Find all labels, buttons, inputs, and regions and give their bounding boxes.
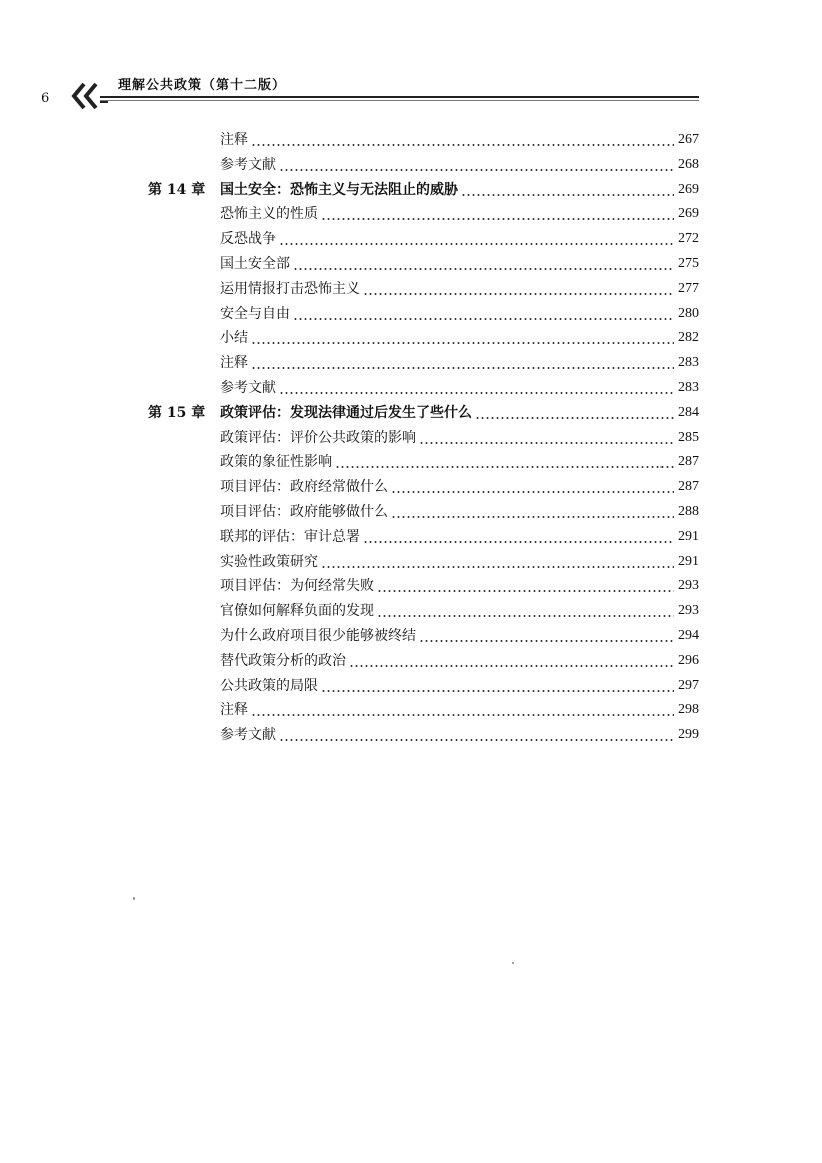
dot-leader	[391, 505, 674, 519]
toc-chapter-row	[0, 180, 822, 205]
section-title: 官僚如何解释负面的发现	[220, 603, 374, 620]
toc-entry	[220, 626, 699, 646]
toc-entry	[220, 229, 699, 249]
toc-entry	[220, 527, 699, 547]
page-reference: 272	[678, 231, 699, 247]
page-reference: 287	[678, 479, 699, 495]
page-reference: 283	[678, 355, 699, 371]
page-reference: 268	[678, 156, 699, 172]
toc-row	[0, 552, 822, 577]
dot-leader	[321, 679, 674, 693]
section-title: 参考文献	[220, 727, 276, 744]
dot-leader	[251, 133, 674, 147]
section-title: 国土安全部	[220, 256, 290, 272]
page-reference: 288	[678, 504, 699, 519]
section-title: 公共政策的局限	[220, 677, 318, 694]
toc-entry	[220, 477, 699, 497]
section-title: 恐怖主义的性质	[220, 206, 318, 223]
section-title: 参考文献	[220, 380, 276, 396]
section-title: 联邦的评估：审计总署	[220, 528, 360, 545]
scan-speck	[133, 897, 135, 900]
dot-leader	[279, 381, 674, 395]
dot-leader	[419, 629, 674, 643]
chapter-title: 国土安全：恐怖主义与无法阻止的威胁	[220, 181, 458, 198]
toc-entry	[220, 725, 699, 745]
section-title: 项目评估：政府能够做什么	[220, 504, 388, 520]
toc-row	[0, 353, 822, 378]
toc-entry	[220, 502, 699, 522]
dot-leader	[279, 232, 674, 246]
toc-row	[0, 130, 822, 155]
toc-entry	[220, 279, 699, 299]
page-reference: 269	[678, 206, 699, 222]
section-title: 小结	[220, 330, 248, 347]
page-reference: 267	[678, 132, 699, 147]
dot-leader	[293, 307, 674, 321]
page-reference: 287	[678, 454, 699, 470]
toc-entry	[220, 552, 699, 572]
page-reference: 298	[678, 702, 699, 718]
dot-leader	[419, 431, 674, 445]
toc-row	[0, 576, 822, 601]
toc-entry	[220, 304, 699, 324]
scan-speck	[512, 962, 514, 964]
dot-leader	[377, 579, 674, 593]
toc-row	[0, 725, 822, 750]
section-title: 为什么政府项目很少能够被终结	[220, 628, 416, 644]
toc-row	[0, 254, 822, 279]
toc-entry	[220, 180, 699, 200]
toc-entry	[220, 204, 699, 224]
dot-leader	[391, 480, 674, 494]
toc-entry	[220, 403, 699, 423]
toc-entry	[220, 601, 699, 621]
dot-leader	[363, 530, 674, 544]
chapter-number: 第 14 章	[148, 181, 206, 198]
page-reference: 275	[678, 256, 699, 271]
section-title: 替代政策分析的政治	[220, 652, 346, 669]
toc-entry	[220, 452, 699, 472]
dot-leader	[335, 455, 674, 469]
toc-row	[0, 502, 822, 527]
page-reference: 280	[678, 305, 699, 321]
dot-leader	[461, 183, 674, 197]
chapter-title: 政策评估：发现法律通过后发生了些什么	[220, 404, 472, 421]
toc-entry	[220, 576, 699, 596]
section-title: 政策评估：评价公共政策的影响	[220, 429, 416, 446]
section-title: 项目评估：为何经常失败	[220, 578, 374, 595]
dot-leader	[293, 257, 674, 271]
toc-row	[0, 651, 822, 676]
toc-entry	[220, 651, 699, 671]
toc-row	[0, 229, 822, 254]
section-title: 注释	[220, 132, 248, 148]
toc-row	[0, 304, 822, 329]
page-reference: 293	[678, 578, 699, 594]
toc-row	[0, 204, 822, 229]
page-number: 6	[41, 91, 50, 106]
toc-row	[0, 279, 822, 304]
toc-row	[0, 378, 822, 403]
dot-leader	[349, 654, 674, 668]
section-title: 政策的象征性影响	[220, 454, 332, 471]
toc-row	[0, 452, 822, 477]
page-reference: 277	[678, 280, 699, 296]
toc-row	[0, 527, 822, 552]
toc-entry	[220, 428, 699, 448]
page-reference: 293	[678, 603, 699, 619]
toc-row	[0, 477, 822, 502]
chapter-number: 第 15 章	[148, 404, 206, 421]
dot-leader	[251, 703, 674, 717]
header-rule	[100, 96, 699, 98]
dot-leader	[475, 406, 674, 420]
page-reference: 269	[678, 181, 699, 197]
toc-row	[0, 676, 822, 701]
toc-row	[0, 700, 822, 725]
toc-entry	[220, 254, 699, 274]
section-title: 实验性政策研究	[220, 553, 318, 570]
toc-entry	[220, 155, 699, 175]
running-header	[0, 70, 822, 120]
toc-row	[0, 155, 822, 180]
toc-row	[0, 328, 822, 353]
section-title: 安全与自由	[220, 305, 290, 322]
toc-row	[0, 601, 822, 626]
toc-row	[0, 428, 822, 453]
toc-entry	[220, 353, 699, 373]
dot-leader	[321, 555, 674, 569]
toc-entry	[220, 676, 699, 696]
dot-leader	[251, 331, 674, 345]
section-title: 运用情报打击恐怖主义	[220, 280, 360, 297]
page-reference: 283	[678, 380, 699, 395]
dot-leader	[251, 356, 674, 370]
toc-entry	[220, 328, 699, 348]
section-title: 注释	[220, 702, 248, 719]
dot-leader	[377, 604, 674, 618]
page-reference: 297	[678, 677, 699, 693]
book-title: 理解公共政策（第十二版）	[118, 78, 287, 93]
dot-leader	[279, 728, 674, 742]
header-rule-thin	[100, 100, 699, 101]
page-reference: 285	[678, 429, 699, 445]
toc-entry	[220, 378, 699, 398]
page-reference: 291	[678, 553, 699, 569]
toc-chapter-row	[0, 403, 822, 428]
section-title: 项目评估：政府经常做什么	[220, 479, 388, 496]
page-reference: 291	[678, 528, 699, 544]
page-reference: 284	[678, 404, 699, 420]
page-reference: 296	[678, 652, 699, 668]
section-title: 参考文献	[220, 156, 276, 173]
dot-leader	[321, 207, 674, 221]
dot-leader	[279, 158, 674, 172]
toc-entry	[220, 700, 699, 720]
toc-entry	[220, 130, 699, 150]
page-reference: 282	[678, 330, 699, 346]
page-reference: 299	[678, 727, 699, 743]
dot-leader	[363, 282, 674, 296]
section-title: 反恐战争	[220, 231, 276, 248]
scan-speck	[660, 466, 662, 468]
page-reference: 294	[678, 628, 699, 643]
section-title: 注释	[220, 355, 248, 372]
toc-row	[0, 626, 822, 651]
